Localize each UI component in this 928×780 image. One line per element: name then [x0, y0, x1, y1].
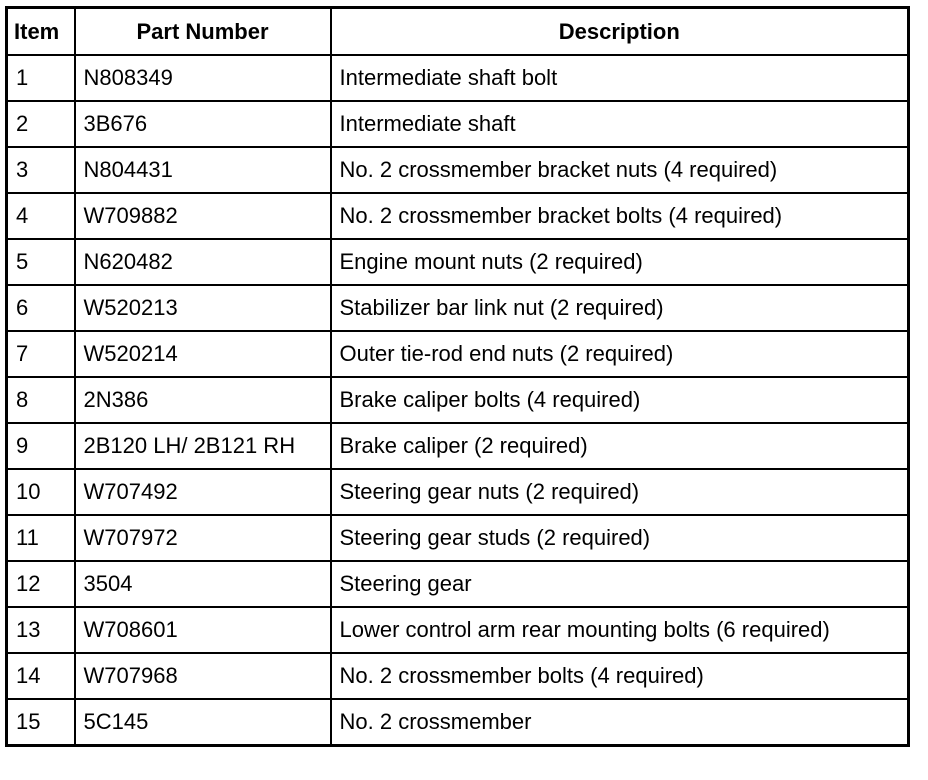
table-row [7, 101, 909, 147]
cell-item: 7 [7, 331, 75, 377]
table-header [7, 8, 909, 56]
cell-part-number: 5C145 [75, 699, 331, 746]
table-row [7, 561, 909, 607]
cell-item: 9 [7, 423, 75, 469]
cell-description: No. 2 crossmember bracket nuts (4 required) [331, 147, 909, 193]
cell-part-number: W707492 [75, 469, 331, 515]
table-row [7, 331, 909, 377]
cell-part-number: W520213 [75, 285, 331, 331]
cell-description: No. 2 crossmember [331, 699, 909, 746]
cell-part-number: W520214 [75, 331, 331, 377]
cell-item: 1 [7, 55, 75, 101]
table-row [7, 423, 909, 469]
table-row [7, 285, 909, 331]
cell-item: 13 [7, 607, 75, 653]
table-row [7, 377, 909, 423]
table-row [7, 193, 909, 239]
cell-description: Steering gear [331, 561, 909, 607]
cell-part-number: N804431 [75, 147, 331, 193]
header-row [7, 8, 909, 56]
cell-description: Steering gear studs (2 required) [331, 515, 909, 561]
cell-item: 8 [7, 377, 75, 423]
cell-item: 2 [7, 101, 75, 147]
table-row [7, 653, 909, 699]
cell-description: Outer tie-rod end nuts (2 required) [331, 331, 909, 377]
cell-description: No. 2 crossmember bracket bolts (4 required) [331, 193, 909, 239]
table-row [7, 469, 909, 515]
table-row [7, 515, 909, 561]
cell-part-number: N808349 [75, 55, 331, 101]
cell-part-number: 2B120 LH/ 2B121 RH [75, 423, 331, 469]
table-row [7, 55, 909, 101]
cell-item: 5 [7, 239, 75, 285]
cell-description: Intermediate shaft [331, 101, 909, 147]
cell-description: Lower control arm rear mounting bolts (6 required) [331, 607, 909, 653]
cell-description: Intermediate shaft bolt [331, 55, 909, 101]
cell-item: 15 [7, 699, 75, 746]
cell-part-number: N620482 [75, 239, 331, 285]
cell-part-number: W708601 [75, 607, 331, 653]
cell-description: Brake caliper bolts (4 required) [331, 377, 909, 423]
cell-description: Stabilizer bar link nut (2 required) [331, 285, 909, 331]
cell-part-number: W707968 [75, 653, 331, 699]
header-item: Item [7, 8, 75, 56]
cell-part-number: 3B676 [75, 101, 331, 147]
header-part-number: Part Number [75, 8, 331, 56]
table-row [7, 607, 909, 653]
cell-item: 12 [7, 561, 75, 607]
cell-item: 11 [7, 515, 75, 561]
cell-item: 10 [7, 469, 75, 515]
table-row [7, 699, 909, 746]
cell-item: 6 [7, 285, 75, 331]
cell-item: 4 [7, 193, 75, 239]
cell-part-number: W707972 [75, 515, 331, 561]
cell-item: 3 [7, 147, 75, 193]
cell-part-number: 3504 [75, 561, 331, 607]
cell-description: Engine mount nuts (2 required) [331, 239, 909, 285]
cell-item: 14 [7, 653, 75, 699]
cell-description: No. 2 crossmember bolts (4 required) [331, 653, 909, 699]
table-row [7, 147, 909, 193]
table-body [7, 55, 909, 746]
cell-description: Brake caliper (2 required) [331, 423, 909, 469]
parts-table [5, 6, 910, 747]
header-description: Description [331, 8, 909, 56]
cell-part-number: W709882 [75, 193, 331, 239]
cell-part-number: 2N386 [75, 377, 331, 423]
table-row [7, 239, 909, 285]
cell-description: Steering gear nuts (2 required) [331, 469, 909, 515]
